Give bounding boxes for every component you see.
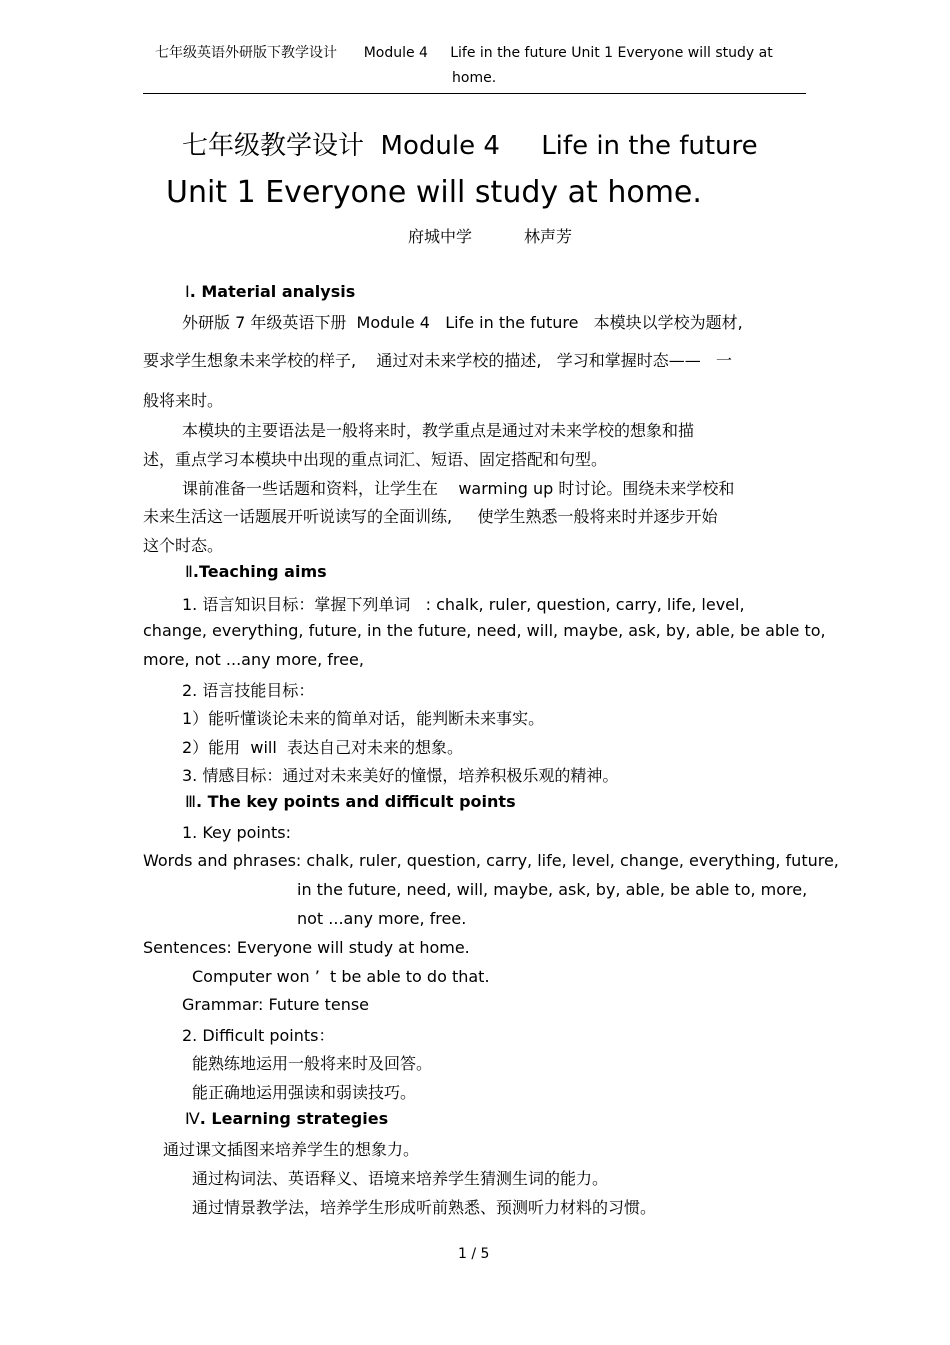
section-3-title: . The key points and difficult points [196, 792, 516, 811]
section-3-text: 1. Key points: [182, 823, 291, 842]
section-2-text: 2. 语言技能目标： [182, 681, 315, 700]
section-2-text: change, everything, future, in the future, need, will, maybe, ask, by, able, be able to, [143, 621, 826, 640]
section-3-numeral: Ⅲ [185, 792, 197, 811]
document-title-line1: 七年级教学设计 Module 4 Life in the future [182, 131, 758, 161]
byline-author: 林声芳 [524, 227, 573, 246]
running-header-line2: home. [452, 70, 497, 86]
page-number: 1 / 5 [458, 1246, 490, 1262]
section-1-numeral: Ⅰ [185, 282, 190, 301]
section-3-text: 能正确地运用强读和弱读技巧。 [192, 1083, 417, 1102]
section-3-text: 能熟练地运用一般将来时及回答。 [192, 1054, 433, 1073]
header-divider [143, 93, 806, 94]
byline-school: 府城中学 [408, 227, 473, 246]
section-2-heading [185, 562, 327, 581]
section-1-title: . Material analysis [189, 282, 356, 301]
section-3-heading [185, 792, 516, 811]
section-1-heading [185, 282, 355, 301]
section-2-numeral: Ⅱ [185, 562, 193, 581]
section-1-text: 课前准备一些话题和资料，让学生在 warming up 时讨论。围绕未来学校和 [182, 479, 735, 498]
section-2-text: 3. 情感目标：通过对未来美好的憧憬，培养积极乐观的精神。 [182, 766, 619, 785]
section-4-title: . Learning strategies [199, 1109, 389, 1128]
section-4-text: 通过情景教学法，培养学生形成听前熟悉、预测听力材料的习惯。 [192, 1198, 657, 1217]
section-4-numeral: Ⅳ [185, 1109, 200, 1128]
section-1-text: 外研版 7 年级英语下册 Module 4 Life in the future 本模块以学校为题材, [182, 313, 743, 332]
section-1-text: 述，重点学习本模块中出现的重点词汇、短语、固定搭配和句型。 [143, 450, 608, 469]
section-3-text: Grammar: Future tense [182, 995, 370, 1014]
section-1-text: 般将来时。 [143, 391, 224, 410]
running-header-line1: 七年级英语外研版下教学设计 Module 4 Life in the future Unit 1 Everyone will study at [155, 45, 773, 61]
section-1-text: 未来生活这一话题展开听说读写的全面训练, 使学生熟悉一般将来时并逐步开始 [143, 507, 718, 526]
section-1-text: 要求学生想象未来学校的样子, 通过对未来学校的描述, 学习和掌握时态—— 一 [143, 351, 733, 370]
section-2-title: .Teaching aims [192, 562, 327, 581]
section-3-text: in the future, need, will, maybe, ask, by, able, be able to, more, [297, 880, 808, 899]
section-2-text: 1）能听懂谈论未来的简单对话，能判断未来事实。 [182, 709, 545, 728]
section-3-text: not ...any more, free. [297, 909, 467, 928]
section-4-text: 通过课文插图来培养学生的想象力。 [163, 1140, 420, 1159]
section-4-text: 通过构词法、英语释义、语境来培养学生猜测生词的能力。 [192, 1169, 609, 1188]
section-3-text: 2. Difficult points： [182, 1026, 335, 1045]
section-2-text: 1. 语言知识目标：掌握下列单词 : chalk, ruler, question, carry, life, level, [182, 595, 745, 614]
section-1-text: 本模块的主要语法是一般将来时，教学重点是通过对未来学校的想象和描 [182, 421, 695, 440]
section-3-text: Words and phrases: chalk, ruler, question, carry, life, level, change, everything, future, [143, 851, 839, 870]
document-title-line2: Unit 1 Everyone will study at home. [166, 175, 702, 210]
section-2-text: more, not ...any more, free, [143, 650, 364, 669]
section-1-text: 这个时态。 [143, 536, 224, 555]
section-4-heading [185, 1109, 388, 1128]
section-2-text: 2）能用 will 表达自己对未来的想象。 [182, 738, 463, 757]
section-3-text: Computer won ’ t be able to do that. [192, 967, 490, 986]
section-3-text: Sentences: Everyone will study at home. [143, 938, 470, 957]
